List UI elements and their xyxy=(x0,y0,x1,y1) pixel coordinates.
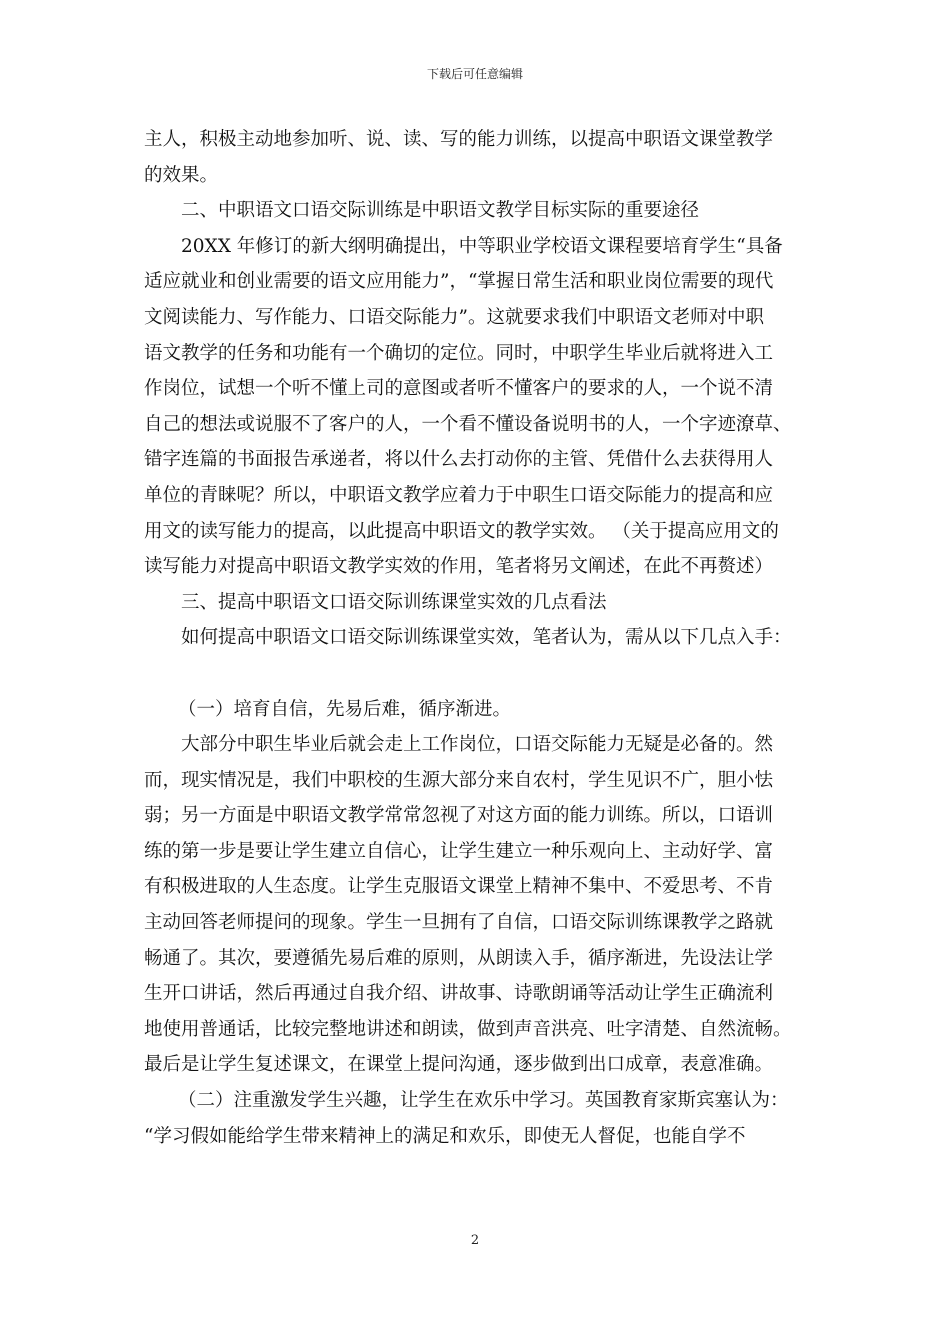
paragraph-line: 大部分中职生毕业后就会走上工作岗位，口语交际能力无疑是必备的。然 xyxy=(181,734,774,756)
document-body xyxy=(144,122,824,1154)
paragraph-line: 用文的读写能力的提高，以此提高中职语文的教学实效。 （关于提高应用文的 xyxy=(144,520,779,542)
paragraph-line: 语文教学的任务和功能有一个确切的定位。同时，中职学生毕业后就将进入工 xyxy=(144,342,774,364)
paragraph-line: 主动回答老师提问的现象。学生一旦拥有了自信，口语交际训练课教学之路就 xyxy=(144,912,774,934)
paragraph-line: 的效果。 xyxy=(144,164,219,186)
paragraph-line: 如何提高中职语文口语交际训练课堂实效，笔者认为，需从以下几点入手： xyxy=(181,627,792,649)
paragraph-line: 读写能力对提高中职语文教学实效的作用，笔者将另文阐述，在此不再赘述） xyxy=(144,556,774,578)
section-heading: 二、中职语文口语交际训练是中职语文教学目标实际的重要途径 xyxy=(181,200,700,222)
page-header: 下载后可任意编辑 xyxy=(426,67,523,81)
paragraph-line: 有积极进取的人生态度。让学生克服语文课堂上精神不集中、不爱思考、不肯 xyxy=(144,876,774,898)
paragraph-line: 自己的想法或说服不了客户的人，一个看不懂设备说明书的人，一个字迹潦草、 xyxy=(144,413,792,435)
paragraph-line: 主人，积极主动地参加听、说、读、写的能力训练，以提高中职语文课堂教学 xyxy=(144,129,774,150)
paragraph-line: 文阅读能力、写作能力、口语交际能力”。这就要求我们中职语文老师对中职 xyxy=(144,306,764,328)
paragraph-line: 而，现实情况是，我们中职校的生源大部分来自农村，学生见识不广，胆小怯 xyxy=(144,769,774,791)
blank-line xyxy=(144,656,824,692)
paragraph-line: 单位的青睐呢？所以，中职语文教学应着力于中职生口语交际能力的提高和应 xyxy=(144,484,774,506)
paragraph-line: “学习假如能给学生带来精神上的满足和欢乐，即使无人督促，也能自学不 xyxy=(144,1125,746,1147)
paragraph-line: 地使用普通话，比较完整地讲述和朗读，做到声音洪亮、吐字清楚、自然流畅。 xyxy=(144,1018,792,1040)
paragraph-line: 作岗位，试想一个听不懂上司的意图或者听不懂客户的要求的人，一个说不清 xyxy=(144,378,774,400)
page-number: 2 xyxy=(470,1233,480,1248)
paragraph-line: 练的第一步是要让学生建立自信心，让学生建立一种乐观向上、主动好学、富 xyxy=(144,840,774,862)
paragraph-line: 20XX 年修订的新大纲明确提出，中等职业学校语文课程要培育学生“具备 xyxy=(181,235,783,257)
paragraph-line: 畅通了。其次，要遵循先易后难的原则，从朗读入手，循序渐进，先设法让学 xyxy=(144,947,774,969)
paragraph-line: 生开口讲话，然后再通过自我介绍、讲故事、诗歌朗诵等活动让学生正确流利 xyxy=(144,983,774,1005)
paragraph-line: 弱；另一方面是中职语文教学常常忽视了对这方面的能力训练。所以，口语训 xyxy=(144,805,774,827)
subsection-heading: （一）培育自信，先易后难，循序渐进。 xyxy=(178,698,512,720)
paragraph-line: 最后是让学生复述课文，在课堂上提问沟通，逐步做到出口成章，表意准确。 xyxy=(144,1054,774,1076)
subsection-heading: （二）注重激发学生兴趣，让学生在欢乐中学习。英国教育家斯宾塞认为： xyxy=(178,1090,789,1112)
paragraph-line: 适应就业和创业需要的语文应用能力”，“掌握日常生活和职业岗位需要的现代 xyxy=(144,271,774,293)
section-heading: 三、提高中职语文口语交际训练课堂实效的几点看法 xyxy=(181,591,607,613)
paragraph-line: 错字连篇的书面报告承递者，将以什么去打动你的主管、凭借什么去获得用人 xyxy=(144,449,774,471)
